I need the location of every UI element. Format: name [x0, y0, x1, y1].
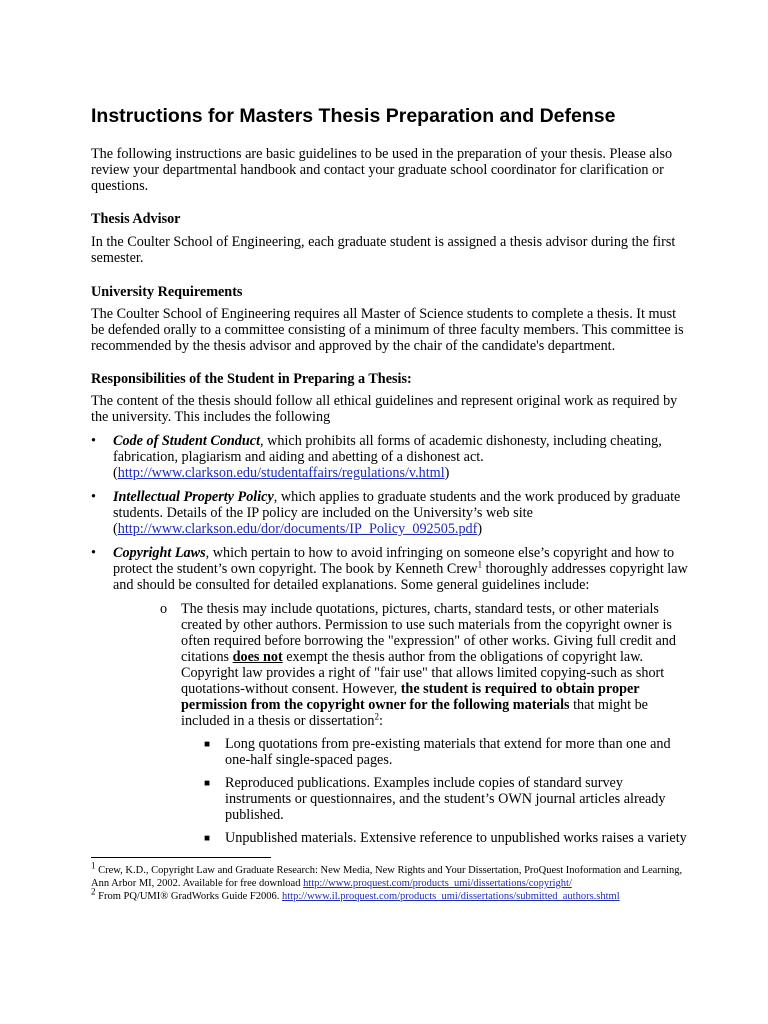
square-item-text: Reproduced publications. Examples include copies of standard survey instruments or questionnaires, and the student’s OWN journal articles already published. — [225, 775, 666, 823]
footnote-number: 1 — [91, 860, 96, 871]
sub-item-colon: : — [378, 713, 383, 729]
university-requirements-paragraph: The Coulter School of Engineering requires all Master of Science students to complete a thesis. It must be defended orally to a committee consisting of a minimum of three faculty members. This committee is recommended by the thesis advisor and approved by the chair of the candidate's department. — [91, 306, 684, 354]
bullet-code-of-conduct — [91, 433, 691, 481]
square-item-text: Long quotations from pre-existing materials that extend for more than one and one-half single-spaced pages. — [225, 736, 671, 768]
footnote-number: 2 — [91, 886, 96, 897]
does-not-emphasis: does not — [232, 649, 283, 665]
responsibilities-heading: Responsibilities of the Student in Preparing a Thesis: — [91, 371, 412, 387]
footnote-1 — [91, 860, 691, 890]
footnote-ref-2: 2 — [374, 711, 379, 722]
bullet-text: , which applies to graduate students and the work produced by graduate students. Details of the IP policy are included on the University’s web site ( — [113, 489, 681, 537]
square-bullet-icon: ■ — [204, 739, 211, 750]
bullet-icon: • — [91, 489, 96, 505]
square-item-text: Unpublished materials. Extensive reference to unpublished works raises a variety — [225, 830, 687, 846]
sub-item-text-cont: exempt the thesis author from the obligations of copyright law. Copyright law provides a right of "fair use" that allows limited copying-such as short quotations-without consent. However, — [181, 649, 665, 697]
bullet-text-cont: thoroughly addresses copyright law and should be consulted for detailed explanations. Some general guidelines include: — [113, 561, 688, 593]
bullet-copyright-laws — [91, 545, 691, 593]
bullet-icon: • — [91, 433, 96, 449]
bullet-text-end: ) — [444, 465, 450, 481]
bullet-ip-policy — [91, 489, 691, 537]
bullet-text-end: ) — [477, 521, 483, 537]
footnote-2 — [91, 886, 691, 903]
sub-item-text-end: that might be included in a thesis or dissertation — [181, 697, 648, 729]
footnote-divider — [91, 857, 271, 858]
proquest-copyright-link[interactable]: http://www.proquest.com/products_umi/dissertations/copyright/ — [303, 878, 572, 889]
intro-paragraph: The following instructions are basic guidelines to be used in the preparation of your thesis. Please also review your departmental handbook and contact your graduate school coordinator for clarification or questions. — [91, 146, 673, 194]
conduct-regulations-link[interactable]: http://www.clarkson.edu/studentaffairs/regulations/v.html — [117, 465, 445, 481]
proquest-authors-link[interactable]: http://www.il.proquest.com/products_umi/dissertations/submitted_authors.shtml — [282, 891, 620, 902]
square-item-reproduced-publications — [204, 775, 691, 823]
bullet-text: , which pertain to how to avoid infringing on someone else’s copyright and how to protect the student’s own copyright. The book by Kenneth Crew — [113, 545, 675, 577]
university-requirements-heading: University Requirements — [91, 284, 243, 300]
square-item-unpublished-materials — [204, 830, 691, 846]
square-bullet-icon: ■ — [204, 833, 211, 844]
bullet-text: , which prohibits all forms of academic dishonesty, including cheating, fabrication, plagiarism and aiding and abetting of a dishonest act. ( — [113, 433, 662, 481]
thesis-advisor-heading: Thesis Advisor — [91, 211, 181, 227]
sub-item-text: The thesis may include quotations, pictures, charts, standard tests, or other materials created by other authors. Permission to use such materials from the copyright owner is often required before borrowing the "expression" of other works. Giving full credit and citations — [181, 601, 676, 665]
square-bullet-icon: ■ — [204, 778, 211, 789]
bullet-title: Code of Student Conduct — [113, 433, 261, 449]
page-title: Instructions for Masters Thesis Preparation and Defense — [91, 105, 616, 127]
bullet-title: Copyright Laws — [113, 545, 206, 561]
thesis-advisor-paragraph: In the Coulter School of Engineering, each graduate student is assigned a thesis advisor during the first semester. — [91, 234, 676, 266]
responsibilities-paragraph: The content of the thesis should follow all ethical guidelines and represent original work as required by the university. This includes the following — [91, 393, 678, 425]
circle-bullet-icon: o — [160, 601, 168, 617]
permission-emphasis: the student is required to obtain proper permission from the copyright owner for the following materials — [181, 681, 640, 713]
footnote-text: Crew, K.D., Copyright Law and Graduate Research: New Media, New Rights and Your Dissertation, ProQuest Inoformation and Learning, Ann Arbor MI, 2002. Available for free download — [91, 865, 683, 889]
footnote-text: From PQ/UMI® GradWorks Guide F2006. — [95, 891, 283, 902]
sub-item-copyright-materials — [160, 601, 691, 729]
footnote-ref-1: 1 — [477, 559, 483, 570]
bullet-icon: • — [91, 545, 96, 561]
square-item-long-quotations — [204, 736, 691, 768]
bullet-title: Intellectual Property Policy — [113, 489, 274, 505]
ip-policy-link[interactable]: http://www.clarkson.edu/dor/documents/IP_Policy_092505.pdf — [117, 521, 478, 537]
